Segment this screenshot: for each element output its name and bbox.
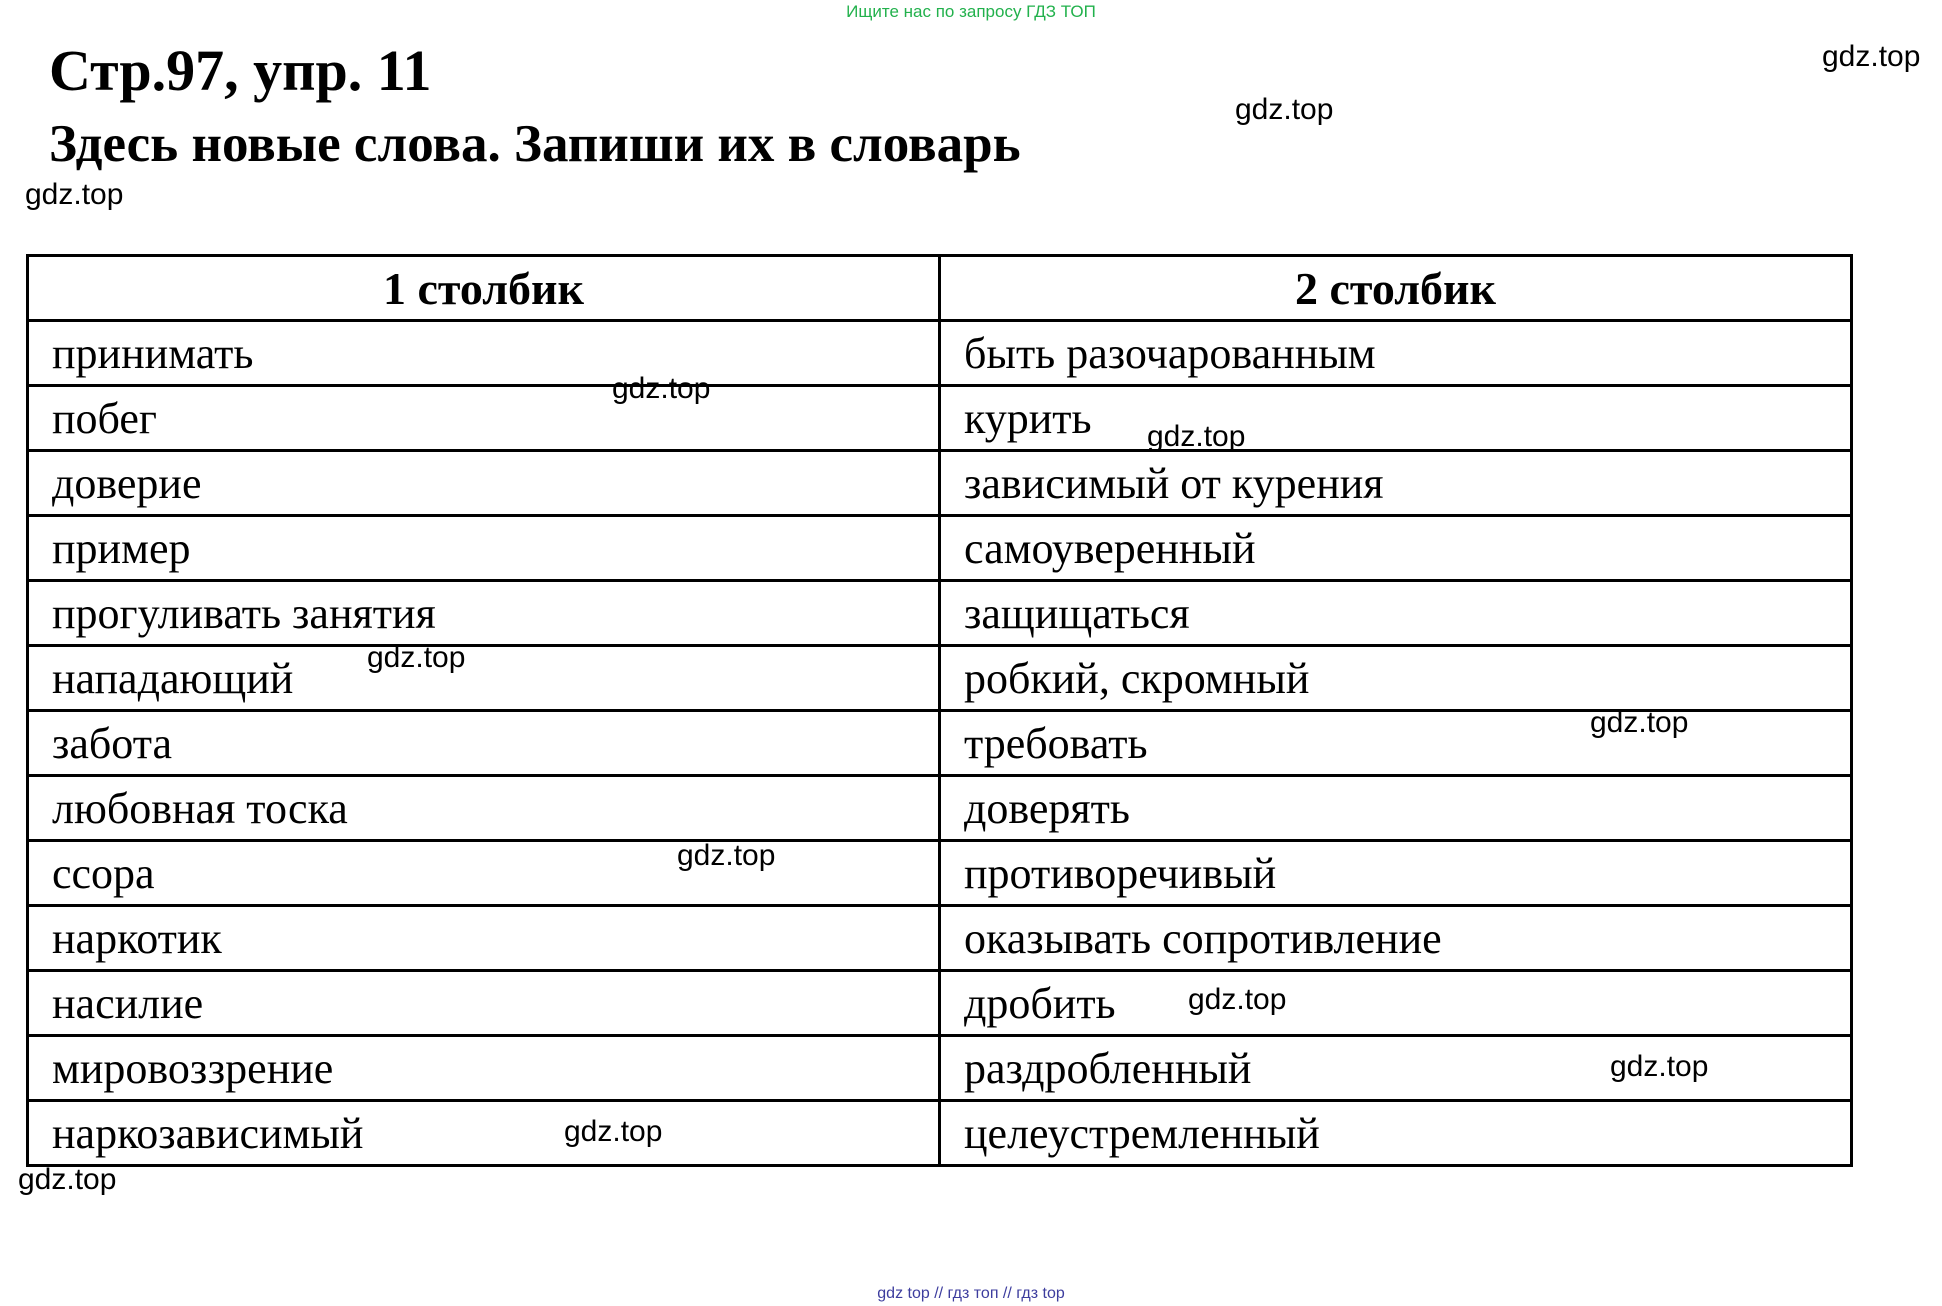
table-cell: побег: [28, 386, 940, 451]
watermark: gdz.top: [1188, 983, 1287, 1016]
table-row: [28, 646, 1852, 711]
table-row: [28, 1101, 1852, 1166]
watermark: gdz.top: [1822, 40, 1921, 73]
watermark: gdz.top: [25, 178, 124, 211]
watermark: gdz.top: [1610, 1050, 1709, 1083]
table-cell: наркотик: [28, 906, 940, 971]
watermark: gdz.top: [18, 1163, 117, 1196]
table-cell: самоуверенный: [940, 516, 1852, 581]
table-cell: быть разочарованным: [940, 321, 1852, 386]
table-row: [28, 1036, 1852, 1101]
page-title: Стр.97, упр. 11: [49, 38, 432, 103]
watermark: gdz.top: [1590, 706, 1689, 739]
table-cell: мировоззрение: [28, 1036, 940, 1101]
table-cell: доверять: [940, 776, 1852, 841]
table-cell: насилие: [28, 971, 940, 1036]
table-cell: курить: [940, 386, 1852, 451]
table-cell: любовная тоска: [28, 776, 940, 841]
table-cell: зависимый от курения: [940, 451, 1852, 516]
table-cell: дробить: [940, 971, 1852, 1036]
table-row: [28, 581, 1852, 646]
table-cell: нападающий: [28, 646, 940, 711]
watermark: gdz.top: [677, 839, 776, 872]
watermark: gdz.top: [564, 1115, 663, 1148]
table-cell: оказывать сопротивление: [940, 906, 1852, 971]
table-row: [28, 971, 1852, 1036]
table-cell: требовать: [940, 711, 1852, 776]
table-row: [28, 386, 1852, 451]
column-header: 1 столбик: [28, 256, 940, 321]
table-cell: пример: [28, 516, 940, 581]
table-row: [28, 841, 1852, 906]
watermark: gdz.top: [1147, 420, 1246, 453]
table-cell: защищаться: [940, 581, 1852, 646]
footer-links[interactable]: gdz top // гдз топ // гдз top: [877, 1285, 1065, 1302]
table-row: [28, 776, 1852, 841]
watermark: gdz.top: [1235, 93, 1334, 126]
watermark: gdz.top: [367, 641, 466, 674]
top-banner-link[interactable]: Ищите нас по запросу ГДЗ ТОП: [846, 2, 1096, 21]
table-row: [28, 711, 1852, 776]
table-cell: забота: [28, 711, 940, 776]
table-row: [28, 451, 1852, 516]
table-row: [28, 516, 1852, 581]
table-cell: целеустремленный: [940, 1101, 1852, 1166]
watermark: gdz.top: [612, 372, 711, 405]
column-header: 2 столбик: [940, 256, 1852, 321]
table-cell: наркозависимый: [28, 1101, 940, 1166]
table-cell: робкий, скромный: [940, 646, 1852, 711]
vocabulary-table: [26, 254, 1853, 1167]
table-header-row: [28, 256, 1852, 321]
table-row: [28, 906, 1852, 971]
table-cell: противоречивый: [940, 841, 1852, 906]
table-cell: ссора: [28, 841, 940, 906]
table-cell: доверие: [28, 451, 940, 516]
table-cell: прогуливать занятия: [28, 581, 940, 646]
table-row: [28, 321, 1852, 386]
table-cell: принимать: [28, 321, 940, 386]
table-cell: раздробленный: [940, 1036, 1852, 1101]
page-subtitle: Здесь новые слова. Запиши их в словарь: [49, 115, 1021, 173]
